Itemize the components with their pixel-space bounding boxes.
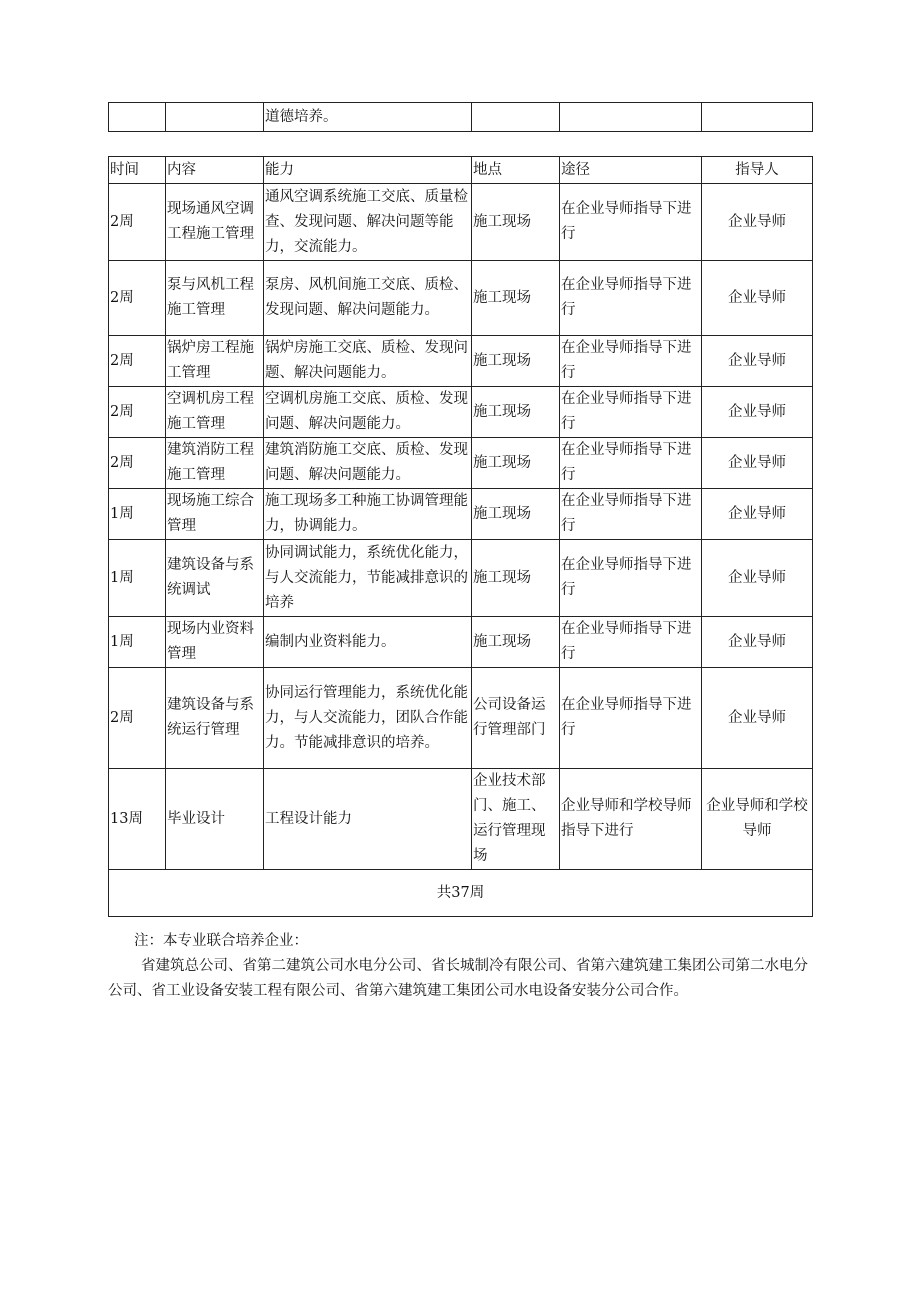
mentor-cell: 企业导师 [702,438,813,489]
ability-cell: 空调机房施工交底、质检、发现问题、解决问题能力。 [264,387,472,438]
note-body: 省建筑总公司、省第二建筑公司水电分公司、省长城制冷有限公司、省第六建筑建工集团公司第二水电分公司、省工业设备安装工程有限公司、省第六建筑建工集团公司水电设备安装分公司合作。 [108,958,808,999]
header-method: 途径 [560,157,702,184]
content-cell: 泵与风机工程施工管理 [166,261,264,336]
mentor-cell: 企业导师 [702,387,813,438]
mentor-cell: 企业导师 [702,336,813,387]
method-cell: 在企业导师指导下进行 [560,489,702,540]
table-row [109,617,813,668]
ability-cell: 通风空调系统施工交底、质量检查、发现问题、解决问题等能力，交流能力。 [264,184,472,261]
table-row [109,769,813,870]
time-cell: 1周 [109,489,166,540]
mentor-cell: 企业导师 [702,668,813,769]
mentor-cell: 企业导师 [702,261,813,336]
table-header-row [109,157,813,184]
content-cell [166,103,264,132]
time-cell [109,103,166,132]
table-row [109,184,813,261]
ability-cell: 工程设计能力 [264,769,472,870]
mentor-cell: 企业导师 [702,489,813,540]
ability-cell: 道德培养。 [264,103,472,132]
mentor-cell: 企业导师 [702,540,813,617]
mentor-cell: 企业导师 [702,184,813,261]
time-cell: 2周 [109,438,166,489]
place-cell: 施工现场 [472,387,560,438]
table-row [109,103,813,132]
place-cell: 施工现场 [472,489,560,540]
ability-cell: 建筑消防施工交底、质检、发现问题、解决问题能力。 [264,438,472,489]
method-cell: 在企业导师指导下进行 [560,184,702,261]
total-weeks: 共37周 [109,870,813,917]
time-cell: 1周 [109,540,166,617]
method-cell [560,103,702,132]
mentor-cell: 企业导师和学校导师 [702,769,813,870]
continued-table [108,102,813,132]
place-cell: 施工现场 [472,336,560,387]
method-cell: 在企业导师指导下进行 [560,387,702,438]
header-time: 时间 [109,157,166,184]
method-cell: 企业导师和学校导师指导下进行 [560,769,702,870]
header-place: 地点 [472,157,560,184]
method-cell: 在企业导师指导下进行 [560,336,702,387]
ability-cell: 协同运行管理能力，系统优化能力，与人交流能力，团队合作能力。节能减排意识的培养。 [264,668,472,769]
note-title: 注：本专业联合培养企业： [134,933,308,949]
ability-cell: 锅炉房施工交底、质检、发现问题、解决问题能力。 [264,336,472,387]
time-cell: 2周 [109,387,166,438]
header-ability: 能力 [264,157,472,184]
method-cell: 在企业导师指导下进行 [560,261,702,336]
place-cell: 企业技术部门、施工、运行管理现场 [472,769,560,870]
content-cell: 建筑设备与系统调试 [166,540,264,617]
total-row [109,870,813,917]
place-cell: 施工现场 [472,438,560,489]
time-cell: 13周 [109,769,166,870]
place-cell: 公司设备运行管理部门 [472,668,560,769]
place-cell: 施工现场 [472,184,560,261]
place-cell: 施工现场 [472,617,560,668]
time-cell: 2周 [109,261,166,336]
table-row [109,540,813,617]
time-cell: 2周 [109,336,166,387]
method-cell: 在企业导师指导下进行 [560,668,702,769]
content-cell: 毕业设计 [166,769,264,870]
table-row [109,438,813,489]
content-cell: 建筑设备与系统运行管理 [166,668,264,769]
method-cell: 在企业导师指导下进行 [560,617,702,668]
method-cell: 在企业导师指导下进行 [560,438,702,489]
time-cell: 2周 [109,668,166,769]
table-row [109,387,813,438]
header-content: 内容 [166,157,264,184]
content-cell: 现场通风空调工程施工管理 [166,184,264,261]
table-row [109,261,813,336]
time-cell: 2周 [109,184,166,261]
content-cell: 建筑消防工程施工管理 [166,438,264,489]
place-cell: 施工现场 [472,261,560,336]
method-cell: 在企业导师指导下进行 [560,540,702,617]
content-cell: 空调机房工程施工管理 [166,387,264,438]
mentor-cell [702,103,813,132]
place-cell [472,103,560,132]
header-mentor: 指导人 [702,157,813,184]
place-cell: 施工现场 [472,540,560,617]
ability-cell: 泵房、风机间施工交底、质检、发现问题、解决问题能力。 [264,261,472,336]
table-row [109,489,813,540]
ability-cell: 施工现场多工种施工协调管理能力，协调能力。 [264,489,472,540]
content-cell: 锅炉房工程施工管理 [166,336,264,387]
ability-cell: 协同调试能力，系统优化能力，与人交流能力，节能减排意识的培养 [264,540,472,617]
table-row [109,336,813,387]
content-cell: 现场施工综合管理 [166,489,264,540]
ability-cell: 编制内业资料能力。 [264,617,472,668]
table-row [109,668,813,769]
time-cell: 1周 [109,617,166,668]
mentor-cell: 企业导师 [702,617,813,668]
content-cell: 现场内业资料管理 [166,617,264,668]
training-schedule-table [108,156,813,917]
